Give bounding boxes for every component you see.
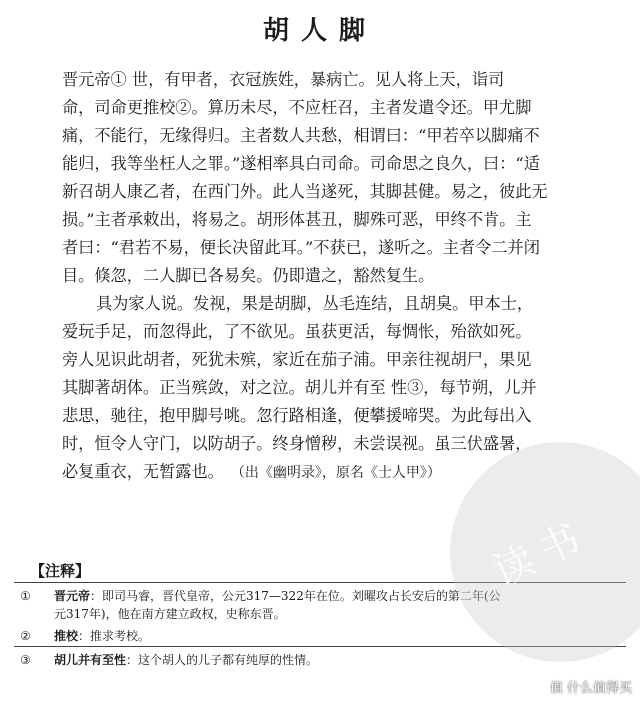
body-line: 爱玩手足，而忽得此，了不欲见。虽获更活，每惆怅，殆欲如死。: [62, 322, 532, 341]
note-marker: ②: [20, 629, 31, 643]
story-body: [62, 66, 628, 486]
body-line: 具为家人说。发视，果是胡脚，丛毛连结，且胡臭。甲本士，: [96, 294, 534, 313]
note-term: 胡儿并有至性: [54, 653, 127, 667]
source-citation: （出《幽明录》，原名《士人甲》）: [237, 465, 441, 481]
notes-heading: 【注释】: [30, 562, 91, 580]
body-line: 命，司命更推校②。算历未尽，不应枉召，主者发遣令还。甲尤脚: [62, 98, 532, 117]
site-watermark: 值 什么值得买: [549, 681, 632, 696]
body-line: 痛，不能行，无缘得归。主者数人共愁，相谓曰：“甲若卒以脚痛不: [62, 126, 540, 145]
stamp-text: 读书: [486, 511, 597, 596]
page-title: 胡人脚: [262, 16, 377, 46]
body-line: 损。”主者承敕出，将易之。胡形体甚丑，脚殊可恶，甲终不肯。主: [62, 210, 532, 229]
body-line: 新召胡人康乙者，在西门外。此人当遂死，其脚甚健。易之，彼此无: [62, 182, 548, 201]
note-marker: ③: [20, 653, 31, 667]
body-line: 晋元帝① 世，有甲者，衣冠族姓，暴病亡。见人将上天，诣司: [62, 70, 505, 89]
body-line: 悲思，驰往，抱甲脚号咷。忽行路相逢，便攀援啼哭。为此每出入: [62, 406, 532, 425]
body-line: 旁人见识此胡者，死犹未殡，家近在茄子浦。甲亲往视胡尸，果见: [62, 350, 532, 369]
note-text: ：即司马睿，晋代皇帝，公元317—322年在位。刘曜攻占长安后的第二年(公: [90, 589, 501, 603]
body-line: 其脚著胡体。正当殡敛，对之泣。胡儿并有至 性③，每节朔，儿并: [62, 378, 537, 397]
body-line: 目。倏忽，二人脚已各易矣。仍即遣之，豁然复生。: [62, 266, 435, 285]
body-line: 必复重衣，无暂露也。: [62, 462, 224, 481]
body-line: 时，恒令人守门，以防胡子。终身憎秽，未尝误视。虽三伏盛暑，: [62, 434, 532, 453]
body-line: 能归，我等坐枉人之罪。”遂相率具白司命。司命思之良久，曰：“适: [62, 154, 540, 173]
note-term: 推校: [54, 629, 79, 643]
note-text: ：这个胡人的儿子都有纯厚的性情。: [126, 653, 319, 667]
body-line: 者曰：“君若不易，便长决留此耳。”不获已，遂听之。主者令二并闭: [62, 238, 540, 257]
note-text: ：推求考校。: [78, 629, 151, 643]
note-text: 元317年)，他在南方建立政权，史称东晋。: [54, 607, 286, 621]
note-marker: ①: [20, 589, 31, 603]
note-term: 晋元帝: [54, 589, 91, 603]
